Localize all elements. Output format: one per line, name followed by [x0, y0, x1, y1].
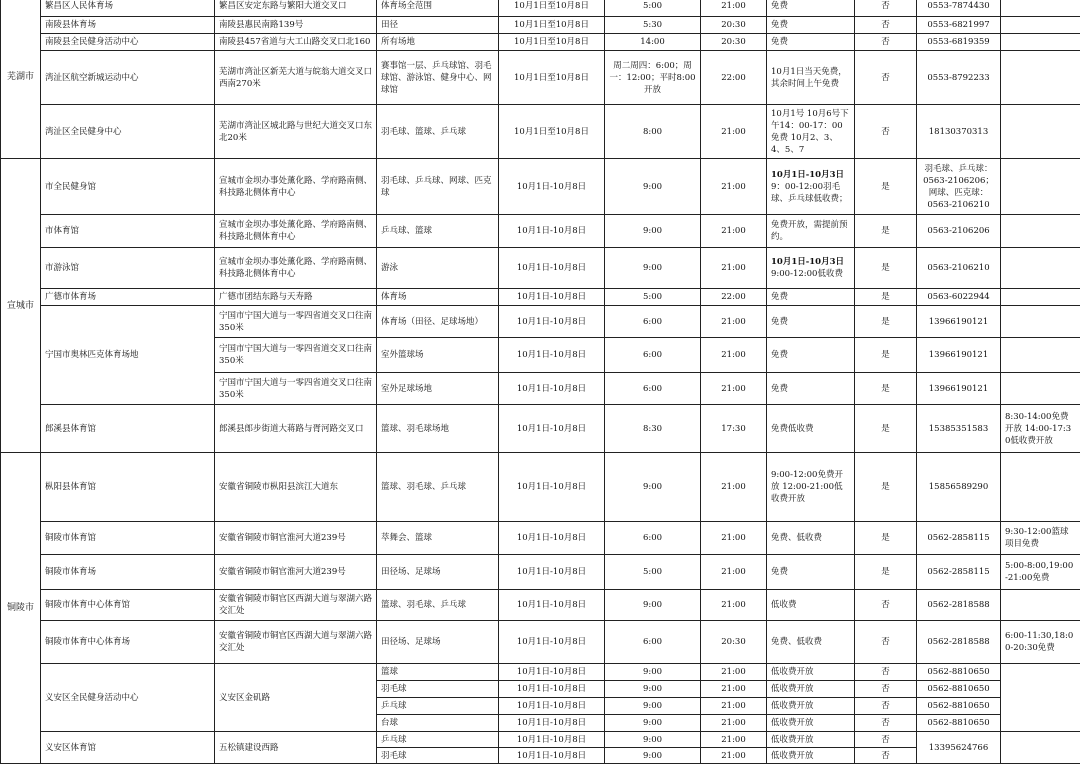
table-row: [1, 555, 1080, 590]
venue-address: 广德市团结东路与天寿路: [215, 289, 377, 306]
venue-facilities: 乒乓球: [377, 732, 499, 748]
open-dates: 10月1日至10月8日: [499, 34, 605, 51]
table-row: [1, 405, 1080, 453]
open-dates: 10月1日-10月8日: [499, 555, 605, 590]
venue-name: 市体育馆: [41, 215, 215, 248]
remark: [1001, 159, 1080, 215]
close-time: 20:30: [701, 621, 767, 664]
fee-policy: 低收费开放: [767, 681, 855, 698]
venue-facilities: 篮球、羽毛球、乒乓球: [377, 590, 499, 621]
contact-phone: 0563-2106206: [917, 215, 1001, 248]
fee-policy: 免费: [767, 555, 855, 590]
fee-policy: 免费: [767, 0, 855, 17]
venue-address: 宁国市宁国大道与一零四省道交叉口往南350米: [215, 373, 377, 405]
open-dates: 10月1日-10月8日: [499, 338, 605, 373]
reservation-required: 否: [855, 664, 917, 681]
open-dates: 10月1日-10月8日: [499, 715, 605, 732]
open-time: 14:00: [605, 34, 701, 51]
fee-policy: [767, 248, 855, 289]
venue-name: 广德市体育场: [41, 289, 215, 306]
reservation-required: 否: [855, 715, 917, 732]
venue-facilities: 乒乓球、篮球: [377, 215, 499, 248]
remark: [1001, 289, 1080, 306]
reservation-required: 是: [855, 306, 917, 338]
fee-highlight: 10月1日-10月3日: [771, 170, 844, 180]
open-time: 5:30: [605, 17, 701, 34]
fee-policy: 10月1日当天免费，其余时间上午免费: [767, 51, 855, 105]
contact-phone: 13395624766: [917, 732, 1001, 764]
close-time: 21:00: [701, 0, 767, 17]
close-time: 21:00: [701, 159, 767, 215]
fee-detail: 9：00-12:00羽毛球、乒乓球低收费；: [771, 182, 848, 204]
close-time: 21:00: [701, 664, 767, 681]
fee-policy: 免费低收费: [767, 405, 855, 453]
open-dates: 10月1日至10月8日: [499, 0, 605, 17]
venue-facilities: 篮球、羽毛球场地: [377, 405, 499, 453]
open-dates: 10月1日-10月8日: [499, 248, 605, 289]
table-row: [1, 289, 1080, 306]
open-dates: 10月1日至10月8日: [499, 51, 605, 105]
fee-policy: 免费、低收费: [767, 522, 855, 555]
reservation-required: 否: [855, 732, 917, 748]
open-time: 9:00: [605, 715, 701, 732]
city-cell: 芜湖市: [1, 0, 41, 159]
remark: [1001, 17, 1080, 34]
reservation-required: 否: [855, 0, 917, 17]
open-dates: 10月1日-10月8日: [499, 681, 605, 698]
open-dates: 10月1日至10月8日: [499, 17, 605, 34]
reservation-required: 是: [855, 338, 917, 373]
city-cell: 铜陵市: [1, 453, 41, 764]
venue-address: 安徽省铜陵市铜官淮河大道239号: [215, 522, 377, 555]
contact-phone: 0562-2818588: [917, 621, 1001, 664]
open-time: 5:00: [605, 289, 701, 306]
venue-address: 宣城市金坝办事处薰化路、学府路南侧、科技路北侧体育中心: [215, 248, 377, 289]
venue-facilities: 田径场、足球场: [377, 621, 499, 664]
contact-phone: 13966190121: [917, 373, 1001, 405]
fee-policy: 低收费开放: [767, 715, 855, 732]
contact-phone: 0563-6022944: [917, 289, 1001, 306]
venue-name: 枞阳县体育馆: [41, 453, 215, 522]
venue-facilities: 乒乓球: [377, 698, 499, 715]
venue-address: 芜湖市湾沚区新芜大道与皖翁大道交叉口西南270米: [215, 51, 377, 105]
contact-phone: 18130370313: [917, 105, 1001, 159]
venue-address: 安徽省铜陵市铜官淮河大道239号: [215, 555, 377, 590]
close-time: 21:00: [701, 248, 767, 289]
contact-phone: 15385351583: [917, 405, 1001, 453]
venue-name: 市游泳馆: [41, 248, 215, 289]
venue-facilities: 田径场、足球场: [377, 555, 499, 590]
close-time: 17:30: [701, 405, 767, 453]
reservation-required: 是: [855, 373, 917, 405]
venue-name: 铜陵市体育馆: [41, 522, 215, 555]
venue-address: 宣城市金坝办事处薰化路、学府路南侧、科技路北侧体育中心: [215, 159, 377, 215]
venue-address: 宁国市宁国大道与一零四省道交叉口往南350米: [215, 338, 377, 373]
reservation-required: 是: [855, 555, 917, 590]
open-dates: 10月1日-10月8日: [499, 405, 605, 453]
fee-policy: 9:00-12:00免费开放 12:00-21:00低收费开放: [767, 453, 855, 522]
fee-policy: 免费、低收费: [767, 621, 855, 664]
reservation-required: 是: [855, 405, 917, 453]
reservation-required: 否: [855, 105, 917, 159]
venue-address: 五松镇建设西路: [215, 732, 377, 764]
close-time: 21:00: [701, 555, 767, 590]
table-row: [1, 34, 1080, 51]
reservation-required: 是: [855, 522, 917, 555]
venue-facilities: 篮球: [377, 664, 499, 681]
table-row: [1, 306, 1080, 338]
reservation-required: 是: [855, 453, 917, 522]
venue-name: 宁国市奥林匹克体育场地: [41, 306, 215, 405]
contact-phone: 15856589290: [917, 453, 1001, 522]
venue-name: 铜陵市体育中心体育馆: [41, 590, 215, 621]
open-time: 9:00: [605, 698, 701, 715]
close-time: 21:00: [701, 590, 767, 621]
venue-address: 芜湖市湾沚区城北路与世纪大道交叉口东北20米: [215, 105, 377, 159]
contact-phone: 13966190121: [917, 306, 1001, 338]
venue-name: 义安区全民健身活动中心: [41, 664, 215, 732]
close-time: 21:00: [701, 105, 767, 159]
remark: [1001, 373, 1080, 405]
open-dates: 10月1日-10月8日: [499, 732, 605, 748]
reservation-required: 是: [855, 215, 917, 248]
open-time: 9:00: [605, 590, 701, 621]
reservation-required: 否: [855, 681, 917, 698]
open-time: 9:00: [605, 215, 701, 248]
open-dates: 10月1日-10月8日: [499, 664, 605, 681]
fee-policy: 免费: [767, 373, 855, 405]
open-dates: 10月1日-10月8日: [499, 453, 605, 522]
contact-phone: 0562-8810650: [917, 664, 1001, 681]
venue-facilities: 羽毛球: [377, 748, 499, 764]
table-row: [1, 159, 1080, 215]
table-row: [1, 664, 1080, 681]
city-cell: 宣城市: [1, 159, 41, 453]
open-dates: 10月1日-10月8日: [499, 522, 605, 555]
table-row: [1, 17, 1080, 34]
open-dates: 10月1日-10月8日: [499, 306, 605, 338]
venue-facilities: 田径: [377, 17, 499, 34]
open-dates: 10月1日-10月8日: [499, 289, 605, 306]
table-row: [1, 0, 1080, 17]
venue-address: 宣城市金坝办事处薰化路、学府路南侧、科技路北侧体育中心: [215, 215, 377, 248]
remark: 6:00-11:30,18:00-20:30免费: [1001, 621, 1080, 664]
venue-address: 南陵县惠民南路139号: [215, 17, 377, 34]
contact-phone: 0562-2818588: [917, 590, 1001, 621]
fee-policy: 10月1号 10月6号下午14：00-17：00免费 10月2、3、4、5、7: [767, 105, 855, 159]
close-time: 21:00: [701, 698, 767, 715]
close-time: 20:30: [701, 17, 767, 34]
remark: [1001, 215, 1080, 248]
close-time: 21:00: [701, 522, 767, 555]
fee-policy: 低收费开放: [767, 698, 855, 715]
close-time: 21:00: [701, 681, 767, 698]
contact-phone: 0563-2106210: [917, 248, 1001, 289]
remark: [1001, 51, 1080, 105]
venue-name: 铜陵市体育场: [41, 555, 215, 590]
fee-policy: 免费: [767, 306, 855, 338]
open-time: 9:00: [605, 732, 701, 748]
fee-policy: 低收费开放: [767, 748, 855, 764]
fee-policy: 免费开放，需提前预约。: [767, 215, 855, 248]
open-time: 8:00: [605, 105, 701, 159]
venue-facilities: 赛事馆一层、乒乓球馆、羽毛球馆、游泳馆、健身中心、网球馆: [377, 51, 499, 105]
table-row: [1, 248, 1080, 289]
close-time: 21:00: [701, 306, 767, 338]
venue-name: 市全民健身馆: [41, 159, 215, 215]
venue-facilities: 所有场地: [377, 34, 499, 51]
fee-policy: 免费: [767, 289, 855, 306]
reservation-required: 否: [855, 34, 917, 51]
open-dates: 10月1日-10月8日: [499, 215, 605, 248]
open-time: 9:00: [605, 664, 701, 681]
contact-phone: 0562-8810650: [917, 681, 1001, 698]
remark: [1001, 453, 1080, 522]
contact-phone: 0562-8810650: [917, 715, 1001, 732]
venue-address: 南陵县457省道与大工山路交叉口北160: [215, 34, 377, 51]
venue-name: 南陵县体育场: [41, 17, 215, 34]
remark: [1001, 590, 1080, 621]
remark: 5:00-8:00,19:00-21:00免费: [1001, 555, 1080, 590]
open-time: 6:00: [605, 373, 701, 405]
remark: [1001, 248, 1080, 289]
venue-name: 湾沚区全民健身中心: [41, 105, 215, 159]
open-time: 6:00: [605, 338, 701, 373]
table-row: [1, 453, 1080, 522]
venue-name: 郎溪县体育馆: [41, 405, 215, 453]
contact-phone: 0553-6821997: [917, 17, 1001, 34]
open-time: 9:00: [605, 453, 701, 522]
open-dates: 10月1日至10月8日: [499, 105, 605, 159]
close-time: 21:00: [701, 215, 767, 248]
table-row: [1, 522, 1080, 555]
venue-address: 义安区金矶路: [215, 664, 377, 732]
close-time: 21:00: [701, 748, 767, 764]
venue-facilities: 游泳: [377, 248, 499, 289]
venue-facilities: 萃舞会、篮球: [377, 522, 499, 555]
venue-facilities: 体育场（田径、足球场地）: [377, 306, 499, 338]
open-time: 9:00: [605, 248, 701, 289]
fee-policy: 低收费开放: [767, 664, 855, 681]
fee-policy: 免费: [767, 338, 855, 373]
venue-facilities: 体育场全范围: [377, 0, 499, 17]
remark: [1001, 732, 1080, 764]
venue-address: 宁国市宁国大道与一零四省道交叉口往南350米: [215, 306, 377, 338]
close-time: 21:00: [701, 373, 767, 405]
reservation-required: 是: [855, 248, 917, 289]
venue-facilities: 羽毛球、乒乓球、网球、匹克球: [377, 159, 499, 215]
contact-phone: 0562-8810650: [917, 698, 1001, 715]
venue-facilities: 台球: [377, 715, 499, 732]
reservation-required: 否: [855, 621, 917, 664]
table-row: [1, 590, 1080, 621]
table-row: [1, 215, 1080, 248]
open-dates: 10月1日-10月8日: [499, 748, 605, 764]
venue-name: 湾沚区航空新城运动中心: [41, 51, 215, 105]
open-dates: 10月1日-10月8日: [499, 373, 605, 405]
reservation-required: 否: [855, 748, 917, 764]
fee-policy: 低收费开放: [767, 732, 855, 748]
venue-address: 郎溪县郎步街道大蒋路与胥河路交叉口: [215, 405, 377, 453]
remark: [1001, 0, 1080, 17]
fee-policy: 低收费: [767, 590, 855, 621]
open-time: 5:00: [605, 555, 701, 590]
venue-name: 铜陵市体育中心体育场: [41, 621, 215, 664]
close-time: 21:00: [701, 715, 767, 732]
remark: [1001, 34, 1080, 51]
reservation-required: 否: [855, 698, 917, 715]
contact-phone: 13966190121: [917, 338, 1001, 373]
fee-policy: [767, 159, 855, 215]
contact-phone: 0553-8792233: [917, 51, 1001, 105]
reservation-required: 否: [855, 17, 917, 34]
close-time: 21:00: [701, 338, 767, 373]
venue-facilities: 室外篮球场: [377, 338, 499, 373]
reservation-required: 是: [855, 159, 917, 215]
open-dates: 10月1日-10月8日: [499, 159, 605, 215]
contact-phone: 0562-2858115: [917, 522, 1001, 555]
venue-facilities: 篮球、羽毛球、乒乓球: [377, 453, 499, 522]
venue-address: 安徽省铜陵市枞阳县滨江大道东: [215, 453, 377, 522]
remark: 8:30-14:00免费开放 14:00-17:30低收费开放: [1001, 405, 1080, 453]
close-time: 22:00: [701, 51, 767, 105]
venue-facilities: 羽毛球、篮球、乒乓球: [377, 105, 499, 159]
remark: [1001, 664, 1080, 732]
fee-detail: 9:00-12:00低收费: [771, 269, 843, 279]
contact-phone: 0553-6819359: [917, 34, 1001, 51]
close-time: 21:00: [701, 732, 767, 748]
contact-phone: 0562-2858115: [917, 555, 1001, 590]
remark: [1001, 306, 1080, 338]
close-time: 22:00: [701, 289, 767, 306]
reservation-required: 否: [855, 590, 917, 621]
remark: 9:30-12:00篮球项目免费: [1001, 522, 1080, 555]
open-time: 6:00: [605, 306, 701, 338]
reservation-required: 否: [855, 51, 917, 105]
remark: [1001, 105, 1080, 159]
table-row: [1, 621, 1080, 664]
venue-address: 繁昌区安定东路与繁阳大道交叉口: [215, 0, 377, 17]
table-row: [1, 51, 1080, 105]
venue-address: 安徽省铜陵市铜官区西湖大道与翠湖六路交汇处: [215, 590, 377, 621]
fee-policy: 免费: [767, 17, 855, 34]
open-time: 周二周四：6:00；周一：12:00；平时8:00开放: [605, 51, 701, 105]
table-row: [1, 105, 1080, 159]
venue-facilities: 体育场: [377, 289, 499, 306]
reservation-required: 是: [855, 289, 917, 306]
open-time: 8:30: [605, 405, 701, 453]
venue-facilities: 室外足球场地: [377, 373, 499, 405]
open-time: 9:00: [605, 159, 701, 215]
remark: [1001, 338, 1080, 373]
contact-phone: 羽毛球、乒乓球：0563-2106206；网球、匹克球：0563-2106210: [917, 159, 1001, 215]
open-dates: 10月1日-10月8日: [499, 621, 605, 664]
close-time: 21:00: [701, 453, 767, 522]
venue-address: 安徽省铜陵市铜官区西湖大道与翠湖六路交汇处: [215, 621, 377, 664]
open-time: 9:00: [605, 681, 701, 698]
venue-facilities: 羽毛球: [377, 681, 499, 698]
venue-name: 义安区体育馆: [41, 732, 215, 764]
open-dates: 10月1日-10月8日: [499, 698, 605, 715]
open-time: 6:00: [605, 621, 701, 664]
venue-name: 南陵县全民健身活动中心: [41, 34, 215, 51]
open-time: 5:00: [605, 0, 701, 17]
fee-highlight: 10月1日-10月3日: [771, 257, 844, 267]
open-time: 9:00: [605, 748, 701, 764]
open-dates: 10月1日-10月8日: [499, 590, 605, 621]
table-row: [1, 732, 1080, 748]
contact-phone: 0553-7874430: [917, 0, 1001, 17]
venue-name: 繁昌区人民体育场: [41, 0, 215, 17]
close-time: 20:30: [701, 34, 767, 51]
fee-policy: 免费: [767, 34, 855, 51]
open-time: 6:00: [605, 522, 701, 555]
